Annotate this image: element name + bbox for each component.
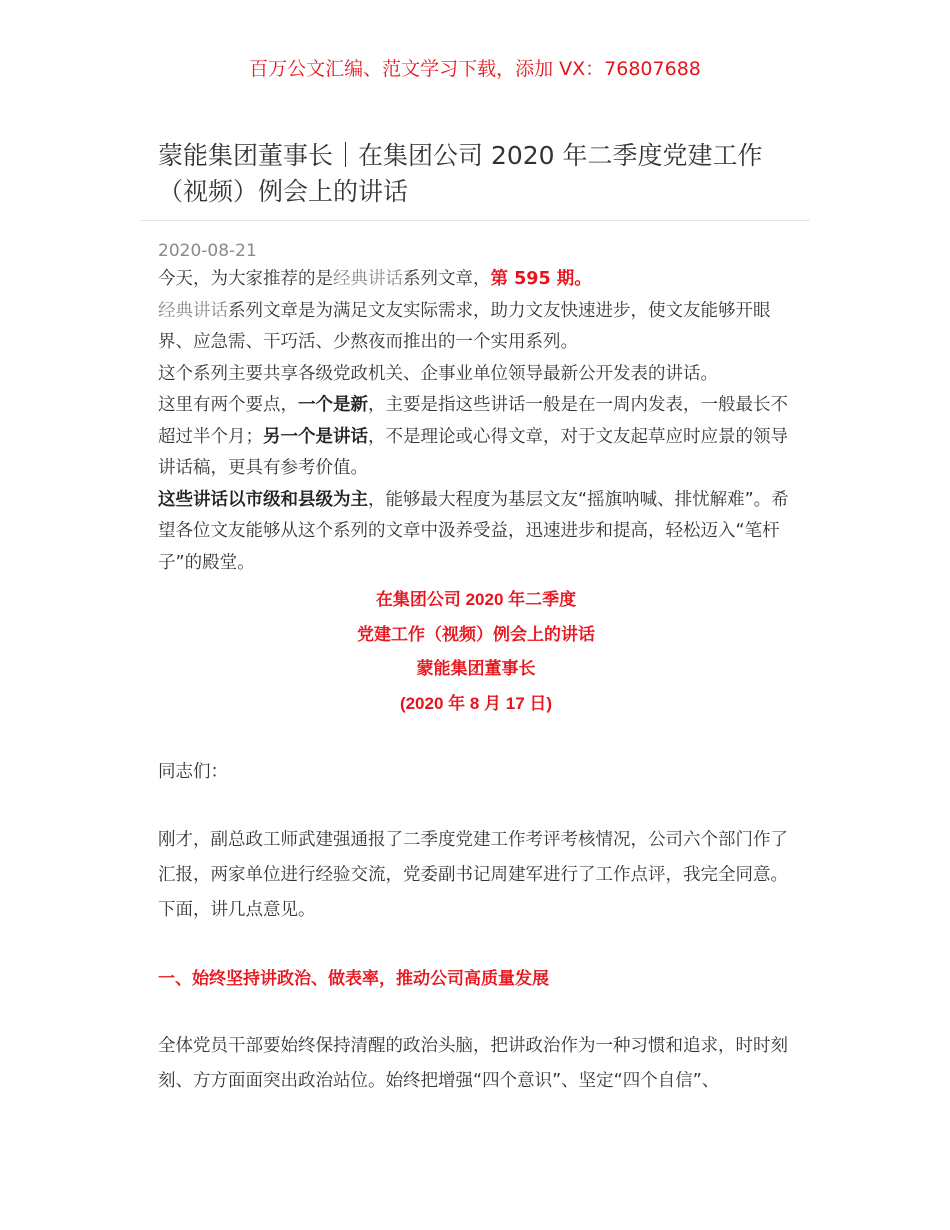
- intro-text: ，能够最大程度为基层文友“摇旗呐喊、排忧解难”。希望各位文友能够从这个系列的文章中汲养受益，迅速进步和提高，轻松迈入“笔杆子”的殿堂。: [158, 489, 789, 573]
- spacer: [158, 790, 794, 823]
- intro-text: 这里有两个要点，: [158, 395, 298, 415]
- article-title: 蒙能集团董事长｜在集团公司 2020 年二季度党建工作（视频）例会上的讲话: [158, 141, 763, 206]
- emphasis-text: 一个是新: [298, 395, 368, 415]
- speech-title-line-1: 在集团公司 2020 年二季度: [375, 590, 577, 609]
- intro-paragraph-3: 这个系列主要共享各级党政机关、企事业单位领导最新公开发表的讲话。: [158, 363, 718, 384]
- emphasis-text: 另一个是讲话: [263, 426, 368, 447]
- intro-text: ，主要是指这些讲话一般是在一周内发表，一般最长不超过半个月；: [158, 395, 788, 447]
- issue-number: 第 595 期。: [490, 269, 592, 289]
- promo-banner: 百万公文汇编、范文学习下载，添加 VX：76807688: [249, 58, 701, 80]
- intro-text: 系列文章是为满足文友实际需求，助力文友快速进步，使文友能够开眼界、应急需、干巧活、少熬夜而推出的一个实用系列。: [158, 300, 771, 352]
- title-divider: [140, 220, 810, 221]
- speech-speaker: 蒙能集团董事长: [416, 659, 536, 678]
- article-body: [158, 238, 794, 1099]
- opening-paragraph: 刚才，副总政工师武建强通报了二季度党建工作考评考核情况，公司六个部门作了汇报，两家单位进行经验交流，党委副书记周建军进行了工作点评，我完全同意。下面，讲几点意见。: [158, 830, 788, 920]
- emphasis-text: 这些讲话以市级和县级为主: [158, 489, 368, 510]
- speech-title-line-2: 党建工作（视频）例会上的讲话: [357, 624, 595, 644]
- intro-text: 系列文章，: [403, 269, 491, 289]
- series-name: 经典讲话: [333, 269, 403, 289]
- intro-paragraph-4: [158, 390, 794, 485]
- intro-paragraph-1: [158, 264, 794, 296]
- spacer: [158, 996, 794, 1029]
- spacer: [158, 721, 794, 755]
- intro-text: ，不是理论或心得文章，对于文友起草应时应景的领导讲话稿，更具有参考价值。: [158, 426, 788, 478]
- publish-date: 2020-08-21: [158, 241, 257, 261]
- spacer: [158, 928, 794, 961]
- section-1-paragraph-1: 全体党员干部要始终保持清醒的政治头脑，把讲政治作为一种习惯和追求，时时刻刻、方方面面突出政治站位。始终把增强“四个意识”、坚定“四个自信”、: [158, 1036, 788, 1091]
- intro-text: 今天，为大家推荐的是: [158, 269, 333, 289]
- intro-paragraph-2: [158, 296, 794, 359]
- series-name: 经典讲话: [158, 300, 228, 321]
- intro-paragraph-5: [158, 485, 794, 580]
- speech-date: (2020 年 8 月 17 日): [399, 693, 553, 713]
- salutation: 同志们：: [158, 762, 228, 782]
- section-heading-1: 一、始终坚持讲政治、做表率，推动公司高质量发展: [158, 969, 549, 988]
- speech-header: [158, 583, 794, 721]
